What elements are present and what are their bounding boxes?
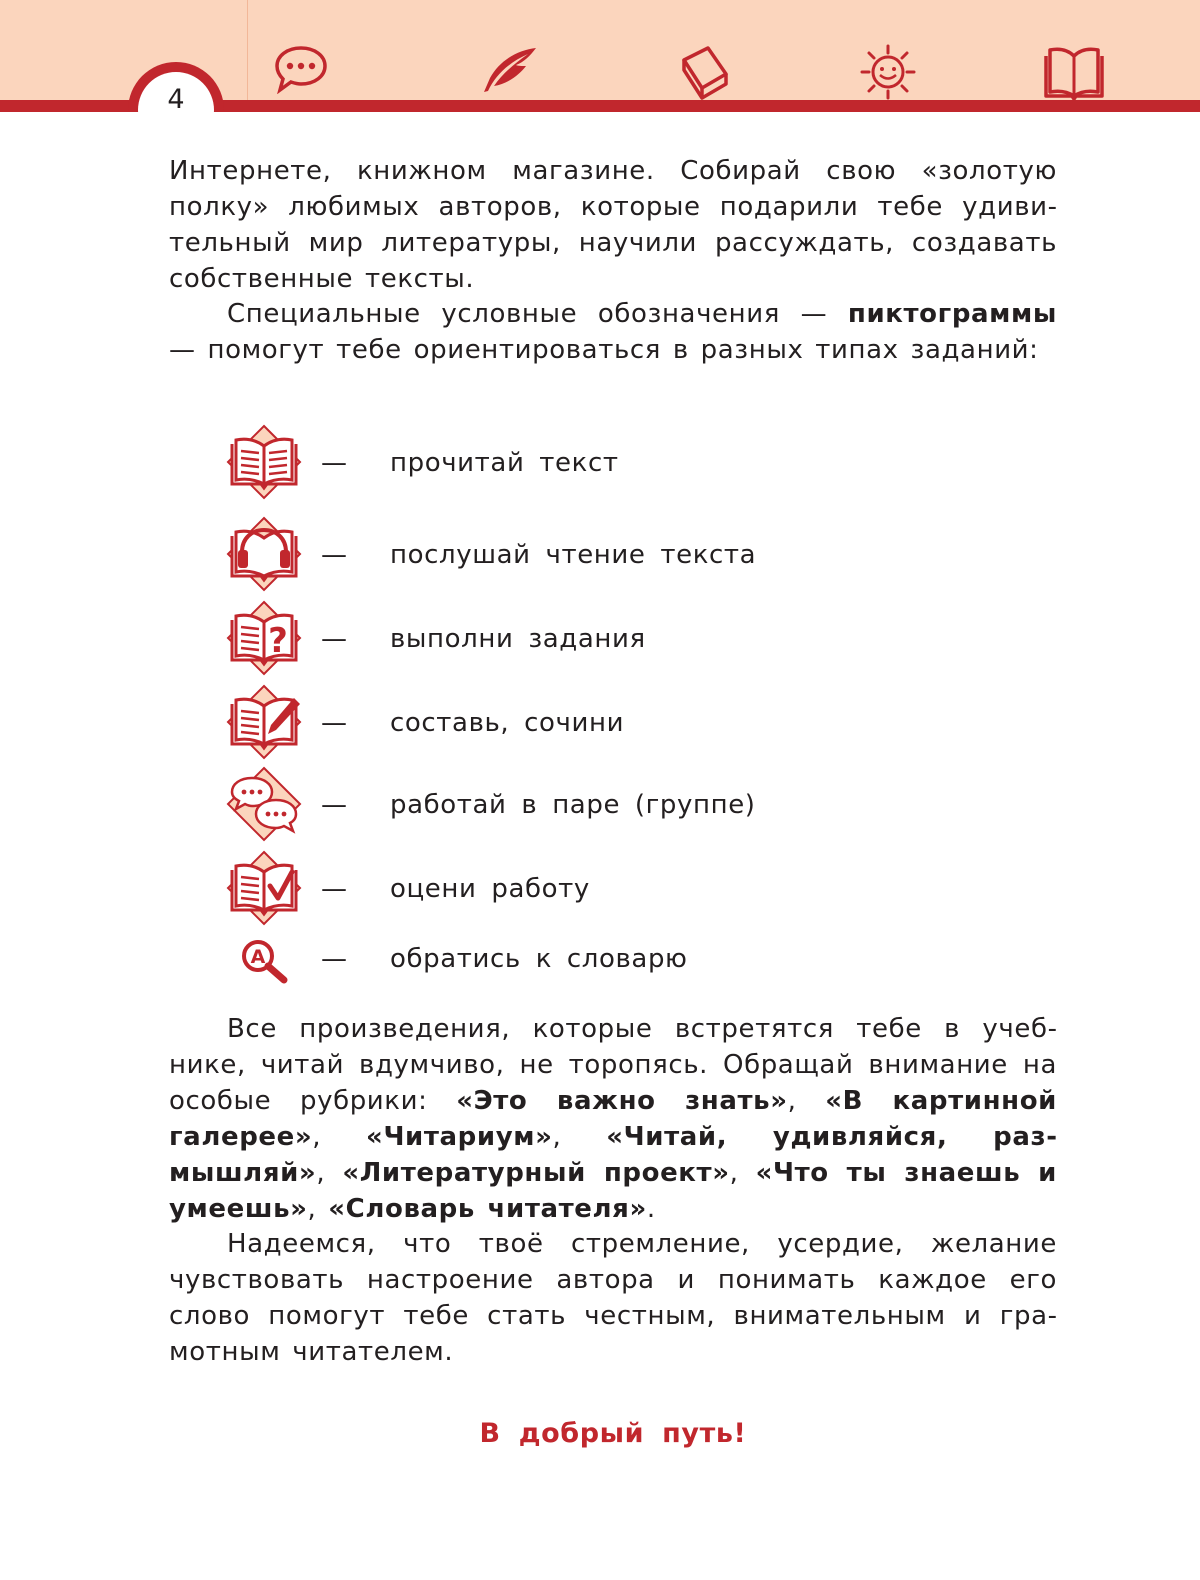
listen-headphones-icon [224, 516, 304, 596]
legend-dash: — [321, 790, 347, 820]
rubric-title: «Читариум» [366, 1122, 553, 1152]
page-number: 4 [167, 84, 185, 115]
rubric-text: , [316, 1158, 343, 1188]
rubric-title: «Литературный проект» [342, 1158, 730, 1188]
pictograms-text-start: Специальные условные обозначения — [227, 299, 848, 329]
legend-label: составь, сочини [390, 708, 625, 738]
rubric-title: «Читай, удивляйся, размышляй» [169, 1122, 1057, 1188]
read-text-icon [224, 424, 304, 504]
pictograms-term: пиктограммы [847, 299, 1057, 329]
speech-bubble-icon [274, 44, 328, 94]
pen-book-icon [224, 684, 304, 764]
rubric-title: «Словарь читателя» [328, 1194, 647, 1224]
check-book-icon [224, 850, 304, 930]
rubric-text: , [307, 1194, 329, 1224]
book-closed-icon [678, 44, 732, 100]
rubric-text: , [787, 1086, 826, 1116]
good-luck-heading: В добрый путь! [479, 1418, 747, 1449]
pair-chat-icon [224, 766, 304, 846]
pictograms-text-end: — помогут тебе ориентироваться в разных типах заданий: [169, 335, 1039, 365]
sun-icon [860, 44, 916, 100]
legend-dash: — [321, 624, 347, 654]
feather-icon [478, 44, 538, 96]
legend-dash: — [321, 874, 347, 904]
legend-dash: — [321, 448, 347, 478]
rubrics-paragraph [169, 1011, 1057, 1227]
svg-text:А: А [250, 946, 266, 968]
rubric-text: , [729, 1158, 756, 1188]
rubric-title: «Что ты знаешь и умеешь» [169, 1158, 1058, 1224]
dictionary-magnifier-icon [224, 936, 304, 1016]
rubric-text: . [646, 1194, 656, 1224]
legend-dash: — [321, 540, 347, 570]
open-book-icon [1042, 44, 1106, 100]
rubric-title: «В картинной галерее» [169, 1086, 1057, 1152]
pictograms-paragraph [169, 296, 1057, 368]
rubric-text: , [552, 1122, 607, 1152]
legend-dash: — [321, 944, 347, 974]
svg-text:?: ? [268, 621, 288, 661]
legend-label: послушай чтение текста [390, 540, 757, 570]
question-book-icon [224, 600, 304, 680]
rubric-text: , [312, 1122, 367, 1152]
legend-label: прочитай текст [390, 448, 619, 478]
legend-label: выполни задания [390, 624, 646, 654]
legend-dash: — [321, 708, 347, 738]
rubric-text: Все произведения, которые встретятся тебе в учебнике, читай вдумчиво, не торопясь. Обращай внимание на особые рубрики: [169, 1014, 1057, 1116]
legend-label: обратись к словарю [390, 944, 688, 974]
rubric-title: «Это важно знать» [456, 1086, 788, 1116]
closing-paragraph: Надеемся, что твоё стремление, усердие, желание чувствовать настроение автора и понимать каждое его слово помогут тебе стать честным, внимательным и грамотным читателем. [169, 1229, 1057, 1367]
legend-label: работай в паре (группе) [390, 790, 756, 820]
intro-paragraph: Интернете, книжном магазине. Собирай свою «золотую полку» любимых авторов, которые подарили тебе удивительный мир литературы, научили рассуждать, создавать собственные тексты. [169, 156, 1057, 294]
header-divider [247, 0, 248, 100]
legend-label: оцени работу [390, 874, 590, 904]
